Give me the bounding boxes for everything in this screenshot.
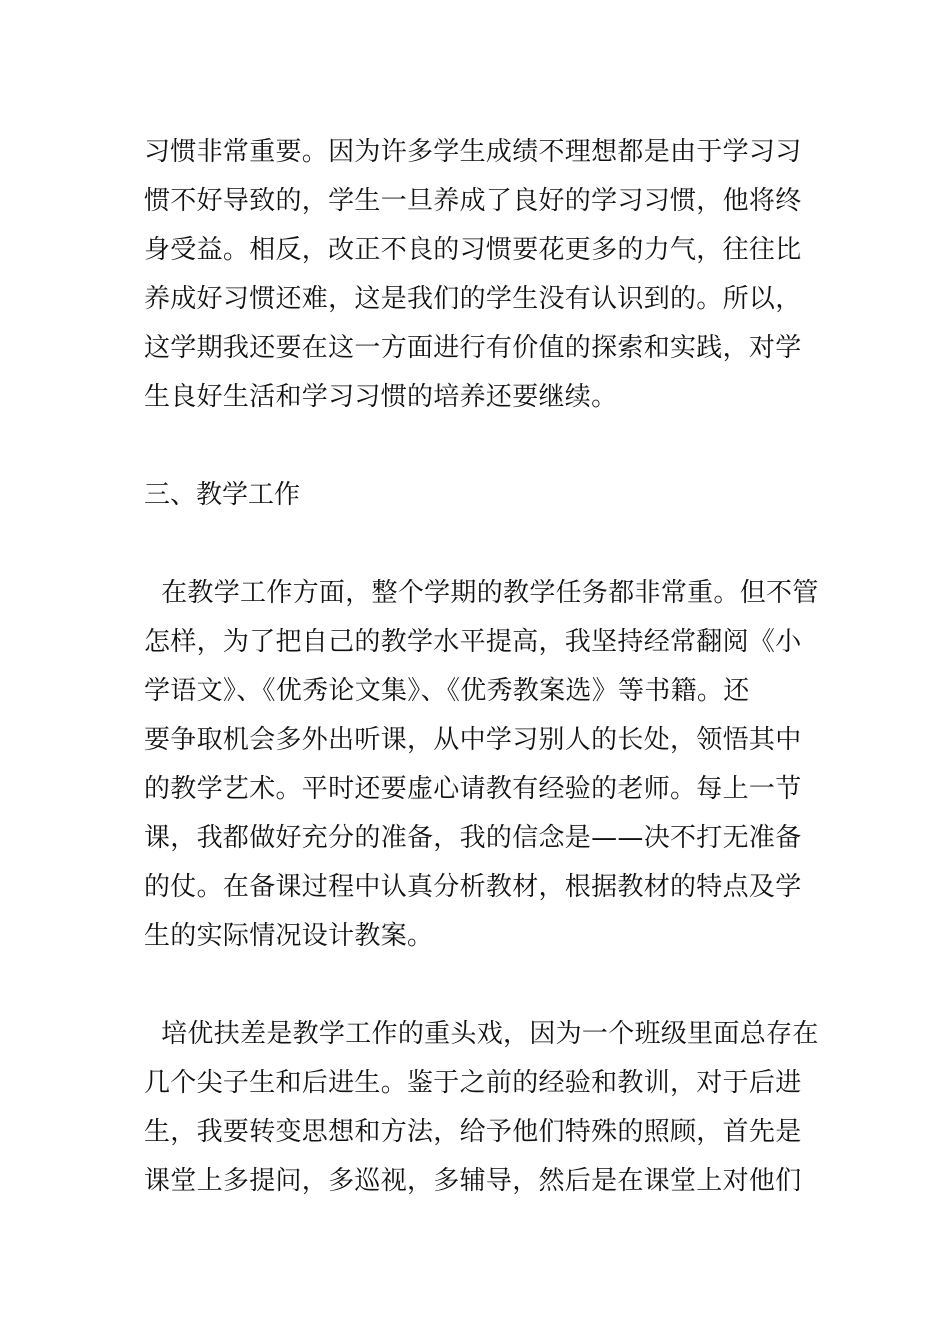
text-line: 这学期我还要在这一方面进行有价值的探索和实践，对学 — [144, 333, 802, 363]
paragraph-spacer — [144, 422, 808, 471]
text-line: 在教学工作方面，整个学期的教学任务都非常重。但不管 — [144, 578, 819, 608]
text-line: 学语文》、《优秀论文集》、《优秀教案选》等书籍。还 — [144, 676, 750, 706]
paragraph-spacer — [144, 520, 808, 569]
paragraph-tutoring — [144, 1010, 819, 1206]
text-line: 生的实际情况设计教案。 — [144, 921, 434, 951]
text-line: 的仗。在备课过程中认真分析教材，根据教材的特点及学 — [144, 872, 802, 902]
text-line: 养成好习惯还难，这是我们的学生没有认识到的。所以， — [144, 284, 802, 314]
text-line: 的教学艺术。平时还要虚心请教有经验的老师。每上一节 — [144, 774, 802, 804]
paragraph-teaching — [144, 569, 819, 961]
text-line: 课，我都做好充分的准备，我的信念是——决不打无准备 — [144, 823, 802, 853]
text-line: 怎样，为了把自己的教学水平提高，我坚持经常翻阅《小 — [144, 627, 802, 657]
paragraph-spacer — [144, 961, 808, 1010]
text-line: 生良好生活和学习习惯的培养还要继续。 — [144, 382, 618, 412]
document-body — [144, 128, 819, 1206]
text-line: 身受益。相反，改正不良的习惯要花更多的力气，往往比 — [144, 235, 802, 265]
text-line: 生，我要转变思想和方法，给予他们特殊的照顾，首先是 — [144, 1117, 802, 1147]
section-heading-teaching-work: 三、教学工作 — [144, 480, 301, 510]
text-line: 惯不好导致的，学生一旦养成了良好的学习习惯，他将终 — [144, 186, 802, 216]
text-line: 要争取机会多外出听课，从中学习别人的长处，领悟其中 — [144, 725, 802, 755]
paragraph-habits — [144, 128, 808, 422]
text-line: 课堂上多提问，多巡视，多辅导，然后是在课堂上对他们 — [144, 1166, 802, 1196]
text-line: 习惯非常重要。因为许多学生成绩不理想都是由于学习习 — [144, 137, 802, 167]
text-line: 培优扶差是教学工作的重头戏，因为一个班级里面总存在 — [144, 1019, 819, 1049]
text-line: 几个尖子生和后进生。鉴于之前的经验和教训，对于后进 — [144, 1068, 802, 1098]
